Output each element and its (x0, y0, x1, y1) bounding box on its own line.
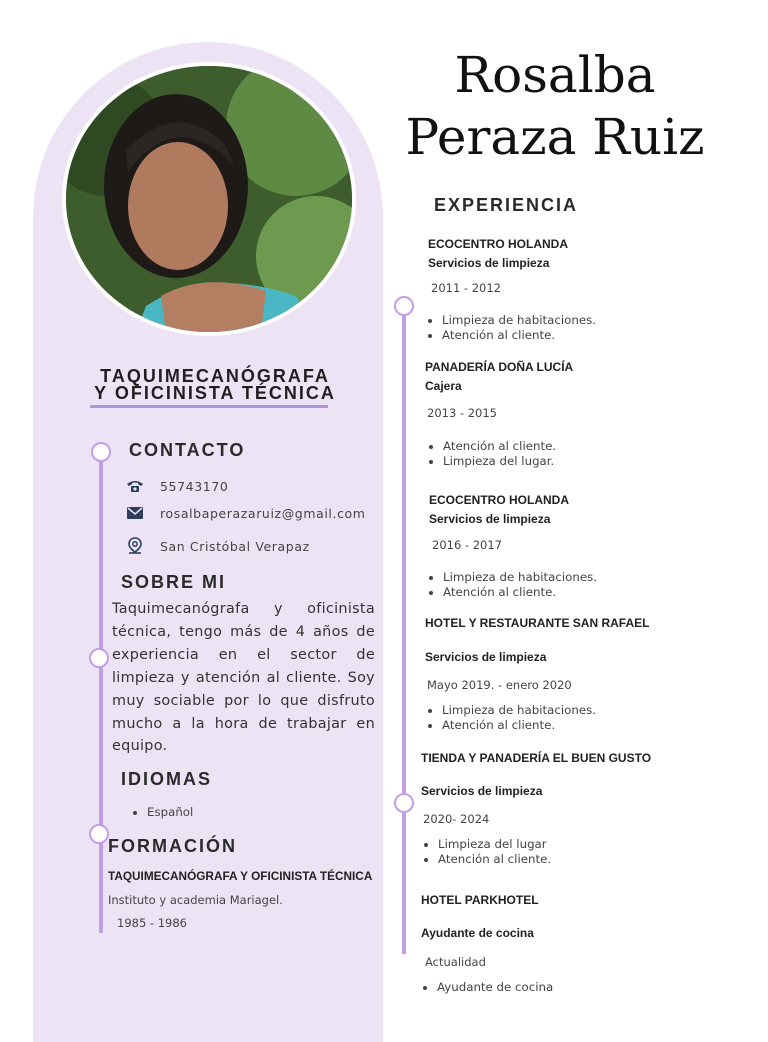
languages-heading: IDIOMAS (121, 769, 213, 789)
job-task: • Atención al cliente. (442, 718, 596, 733)
job-tasks (422, 837, 551, 867)
job-tasks (426, 313, 596, 343)
job-tasks (427, 439, 556, 469)
job-task: • Atención al cliente. (442, 328, 596, 343)
experience-heading: EXPERIENCIA (434, 195, 579, 215)
job-dates: 2020- 2024 (423, 812, 490, 826)
job-dates: 2013 - 2015 (427, 406, 497, 420)
timeline-dot (394, 296, 414, 316)
job-company: HOTEL PARKHOTEL (421, 893, 539, 907)
education-years: 1985 - 1986 (117, 916, 187, 930)
job-company: TIENDA Y PANADERÍA EL BUEN GUSTO (421, 751, 652, 765)
job-task: • Limpieza de habitaciones. (443, 570, 597, 585)
timeline-dot (394, 793, 414, 813)
contact-phone-row (126, 477, 229, 495)
job-title-line-1: TAQUIMECANÓGRAFA (100, 366, 330, 386)
job-tasks (427, 570, 597, 600)
name-line-1: Rosalba (454, 46, 656, 104)
language-item: • Español (147, 805, 193, 820)
contact-location-row (126, 537, 310, 555)
job-task: • Limpieza de habitaciones. (442, 313, 596, 328)
education-degree: TAQUIMECANÓGRAFA Y OFICINISTA TÉCNICA (108, 869, 373, 883)
languages-list (131, 805, 193, 820)
name-line-2: Peraza Ruiz (405, 108, 705, 166)
about-heading: SOBRE MI (121, 572, 227, 592)
contact-heading: CONTACTO (129, 440, 246, 460)
about-text: Taquimecanógrafa y oficinista técnica, tengo más de 4 años de experiencia en el sector de limpieza y atención al cliente. Soy muy sociable por lo que disfruto mucho a la hora de trabajar en equipo. (112, 601, 375, 755)
timeline-dot (91, 442, 111, 462)
job-task: • Limpieza del lugar (438, 837, 551, 852)
profile-photo (62, 62, 356, 336)
contact-email-row (126, 504, 366, 522)
education-school: Instituto y academia Mariagel. (108, 893, 283, 907)
job-position: Ayudante de cocina (421, 926, 534, 940)
job-title (70, 368, 360, 402)
mail-icon (126, 504, 144, 522)
full-name (355, 44, 755, 168)
job-task: • Atención al cliente. (443, 439, 556, 454)
job-company: ECOCENTRO HOLANDA (429, 493, 569, 507)
email-address[interactable]: rosalbaperazaruiz@gmail.com (160, 505, 366, 521)
job-task: • Atención al cliente. (438, 852, 551, 867)
job-task: • Atención al cliente. (443, 585, 597, 600)
location-pin-icon (126, 537, 144, 555)
job-dates: Actualidad (425, 955, 486, 969)
phone-number[interactable]: 55743170 (160, 478, 229, 494)
job-dates: 2011 - 2012 (431, 281, 501, 295)
job-position: Servicios de limpieza (429, 512, 551, 526)
location-text: San Cristóbal Verapaz (160, 538, 310, 554)
job-position: Servicios de limpieza (425, 650, 547, 664)
timeline-dot (89, 824, 109, 844)
job-company: HOTEL Y RESTAURANTE SAN RAFAEL (425, 616, 650, 630)
job-task: • Ayudante de cocina (437, 980, 553, 995)
experience-timeline-line (402, 304, 406, 954)
job-company: PANADERÍA DOÑA LUCÍA (425, 360, 574, 374)
job-task: • Limpieza de habitaciones. (442, 703, 596, 718)
job-position: Cajera (425, 379, 462, 393)
title-underline (90, 405, 328, 408)
timeline-dot (89, 648, 109, 668)
job-title-line-2: Y OFICINISTA TÉCNICA (94, 383, 336, 403)
job-tasks (421, 980, 553, 995)
job-task: • Limpieza del lugar. (443, 454, 556, 469)
phone-icon (126, 477, 144, 495)
job-position: Servicios de limpieza (428, 256, 550, 270)
job-dates: 2016 - 2017 (432, 538, 502, 552)
job-position: Servicios de limpieza (421, 784, 543, 798)
sidebar-timeline-line (99, 450, 103, 933)
job-company: ECOCENTRO HOLANDA (428, 237, 568, 251)
job-tasks (426, 703, 596, 733)
education-heading: FORMACIÓN (108, 836, 237, 856)
job-dates: Mayo 2019. - enero 2020 (427, 678, 572, 692)
